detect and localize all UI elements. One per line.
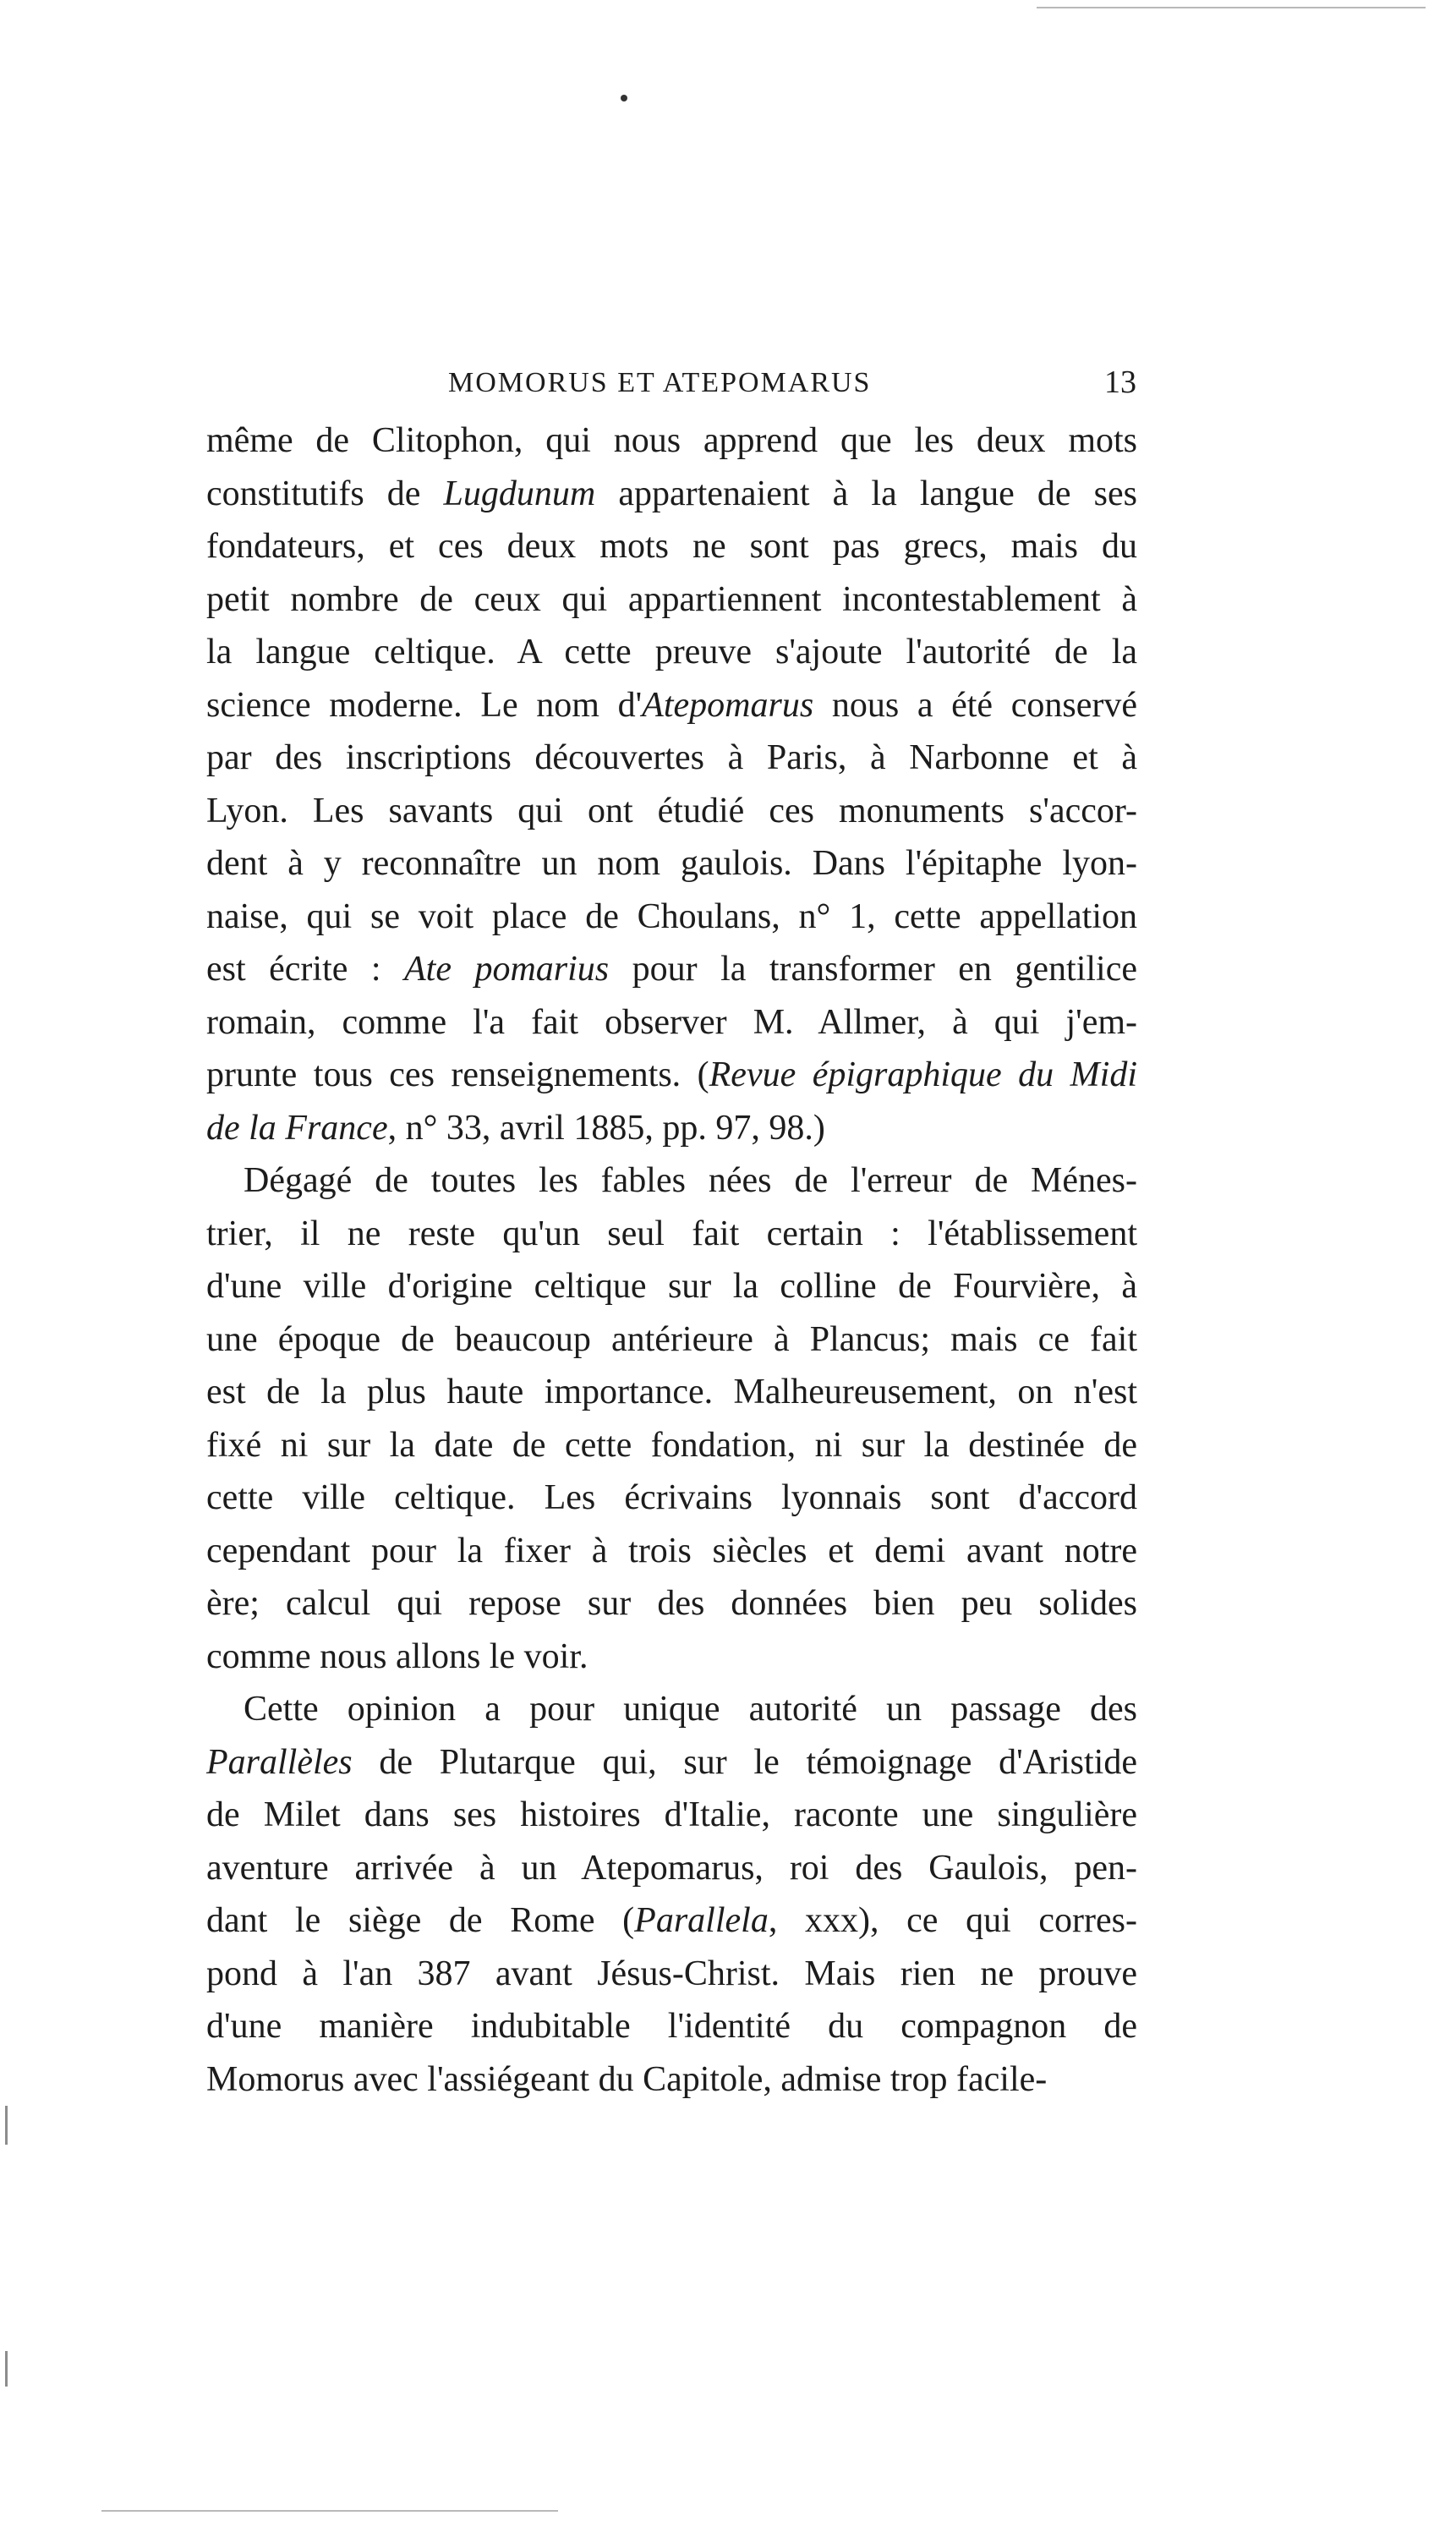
text-line [206,785,1137,838]
text-line [206,891,1137,944]
text-line [206,1154,1137,1208]
text-run: aventure arrivée à un Atepomarus, roi des Gaulois, pen- [206,1848,1137,1888]
text-line [206,1894,1137,1948]
text-run: est écrite : [206,950,405,989]
text-line [206,1577,1137,1630]
text-line [206,468,1137,521]
text-line [206,520,1137,573]
running-title: MOMORUS ET ATEPOMARUS [448,367,872,398]
text-run: de Plutarque qui, sur le témoignage d'Aristide [352,1742,1137,1782]
text-line [206,2053,1137,2107]
text-run: par des inscriptions découvertes à Paris, à Narbonne et à [206,738,1137,777]
text-line [206,2000,1137,2053]
body-text [206,414,1137,2106]
text-run: nous a été conservé [813,685,1137,725]
text-line [206,732,1137,785]
text-line [206,1419,1137,1472]
italic-text: Lugdunum [443,474,596,513]
paragraph [206,1683,1137,2106]
text-run: d'une manière indubitable l'identité du compagnon de [206,2007,1137,2046]
text-line [206,1789,1137,1842]
text-line [206,1313,1137,1367]
page-number: 13 [1104,364,1136,400]
text-line [206,1683,1137,1736]
text-line [206,1736,1137,1789]
text-run: prunte tous ces renseignements. ( [206,1055,709,1094]
text-run: , n° 33, avril 1885, pp. 97, 98.) [387,1108,825,1148]
italic-text: Ate pomarius [404,950,610,989]
text-run: constitutifs de [206,474,444,513]
text-run: fixé ni sur la date de cette fondation, ni sur la destinée de [206,1425,1137,1465]
paragraph [206,414,1137,1154]
text-line [206,1366,1137,1419]
text-run: science moderne. Le nom d' [206,685,643,725]
text-run: Momorus avec l'assiégeant du Capitole, admise trop facile- [206,2059,1048,2099]
text-run: comme nous allons le voir. [206,1636,588,1676]
text-line [206,679,1137,732]
text-line [206,414,1137,468]
text-line [206,1630,1137,1684]
text-run: appartenaient à la langue de ses [595,474,1137,513]
text-run: une époque de beaucoup antérieure à Plancus; mais ce fait [206,1319,1137,1359]
text-line [206,573,1137,627]
text-run: Lyon. Les savants qui ont étudié ces monuments s'accor- [206,791,1137,830]
text-run: romain, comme l'a fait observer M. Allmer, à qui j'em- [206,1002,1137,1042]
text-run: est de la plus haute importance. Malheureusement, on n'est [206,1373,1137,1411]
text-run: ère; calcul qui repose sur des données bien peu solides [206,1584,1137,1623]
italic-text: Revue épigraphique du Midi [709,1055,1137,1094]
text-run: , xxx), ce qui corres- [768,1901,1137,1940]
text-run: fondateurs, et ces deux mots ne sont pas grecs, mais du [206,527,1137,566]
text-line [206,1049,1137,1102]
italic-text: Parallela [634,1901,769,1940]
text-run: cette ville celtique. Les écrivains lyonnais sont d'accord [206,1478,1137,1517]
text-run: même de Clitophon, qui nous apprend que les deux mots [206,421,1137,460]
italic-text: Parallèles [206,1742,353,1782]
text-run: d'une ville d'origine celtique sur la colline de Fourvière, à [206,1267,1137,1306]
italic-text: de la France [206,1108,388,1148]
text-line [206,1208,1137,1261]
text-line [206,626,1137,679]
text-line [206,1948,1137,2001]
ink-speck [621,95,627,101]
italic-text: Atepomarus [642,685,814,725]
text-run: dant le siège de Rome ( [206,1901,635,1940]
text-line [206,943,1137,996]
scan-edge-left-upper [5,2106,8,2145]
text-line [206,837,1137,891]
text-run: la langue celtique. A cette preuve s'ajoute l'autorité de la [206,633,1137,671]
text-run: dent à y reconnaître un nom gaulois. Dans l'épitaphe lyon- [206,844,1137,883]
paragraph [206,1154,1137,1683]
text-run: cependant pour la fixer à trois siècles et demi avant notre [206,1531,1137,1570]
text-line [206,1260,1137,1313]
text-run: trier, il ne reste qu'un seul fait certain : l'établissement [206,1214,1137,1253]
text-run: Dégagé de toutes les fables nées de l'erreur de Ménes- [244,1161,1137,1200]
text-run: de Milet dans ses histoires d'Italie, raconte une singulière [206,1795,1137,1834]
text-line [206,996,1137,1050]
scan-edge-bottom [101,2510,558,2512]
running-head [206,362,1136,413]
scan-edge-left-lower [5,2351,8,2387]
text-run: Cette opinion a pour unique autorité un passage des [244,1690,1137,1729]
text-run: naise, qui se voit place de Choulans, n° 1, cette appellation [206,896,1137,936]
text-run: pond à l'an 387 avant Jésus-Christ. Mais rien ne prouve [206,1954,1137,1993]
text-run: pour la transformer en gentilice [609,950,1138,989]
text-line [206,1102,1137,1155]
text-run: petit nombre de ceux qui appartiennent incontestablement à [206,579,1137,619]
scan-edge-top [1037,7,1426,8]
text-line [206,1472,1137,1525]
text-line [206,1842,1137,1895]
text-line [206,1525,1137,1578]
